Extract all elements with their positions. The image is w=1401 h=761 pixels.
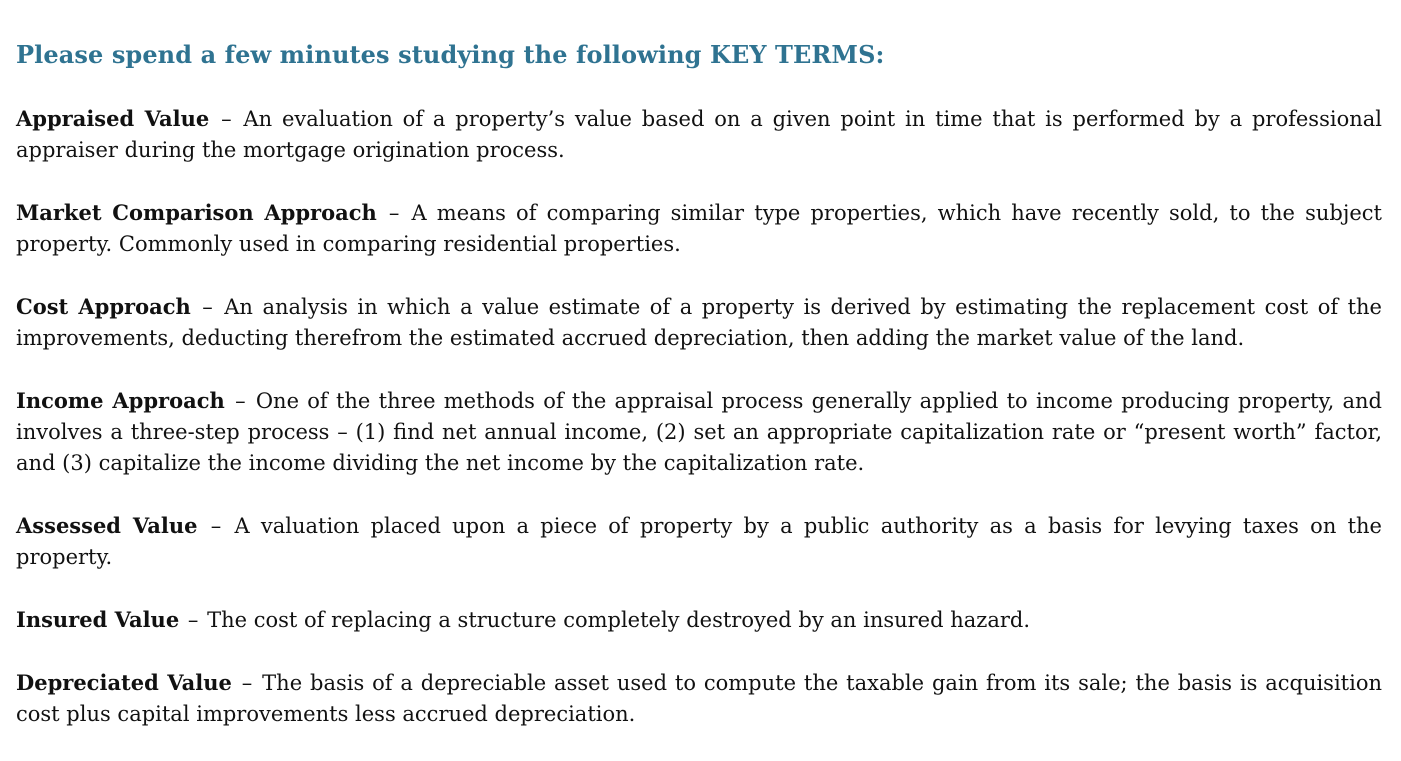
term-assessed-value — [16, 510, 1382, 573]
term-definition: The cost of replacing a structure completely destroyed by an insured hazard. — [207, 608, 1031, 632]
term-name: Insured Value — [16, 607, 180, 632]
term-definition: A valuation placed upon a piece of property by a public authority as a basis for levying taxes on the property. — [16, 514, 1382, 569]
term-definition: The basis of a depreciable asset used to compute the taxable gain from its sale; the basis is acquisition cost plus capital improvements less accrued depreciation. — [16, 671, 1383, 726]
term-dash: – — [388, 201, 400, 225]
term-appraised-value — [16, 103, 1382, 166]
term-definition: A means of comparing similar type properties, which have recently sold, to the subject property. Commonly used in comparing residential properties. — [16, 201, 1382, 256]
term-name: Assessed Value — [16, 513, 198, 538]
term-insured-value — [16, 604, 1382, 636]
document-page — [16, 38, 1382, 761]
term-dash: – — [235, 389, 246, 413]
term-dash: – — [221, 107, 232, 131]
term-cost-approach — [16, 291, 1382, 354]
term-dash: – — [187, 608, 199, 632]
term-dash: – — [210, 514, 222, 538]
term-name: Cost Approach — [16, 294, 191, 319]
term-name: Depreciated Value — [16, 670, 232, 695]
term-definition: An evaluation of a property’s value based on a given point in time that is performed by a professional appraiser during the mortgage origination process. — [16, 107, 1382, 162]
key-terms-list — [16, 103, 1382, 730]
term-depreciated-value — [16, 667, 1382, 730]
term-definition: An analysis in which a value estimate of a property is derived by estimating the replacement cost of the improvements, deducting therefrom the estimated accrued depreciation, then adding the market value of the land. — [16, 295, 1382, 350]
term-dash: – — [241, 671, 253, 695]
term-name: Income Approach — [16, 388, 225, 413]
term-name: Market Comparison Approach — [16, 200, 377, 225]
term-income-approach — [16, 385, 1382, 479]
term-name: Appraised Value — [16, 106, 210, 131]
term-definition: One of the three methods of the appraisal process generally applied to income producing property, and involves a three-step process – (1) find net annual income, (2) set an appropriate capitalization rate or “present worth” factor, and (3) capitalize the income dividing the net income by the capitalization rate. — [16, 389, 1383, 475]
page-heading: Please spend a few minutes studying the following KEY TERMS: — [16, 40, 885, 69]
term-dash: – — [202, 295, 213, 319]
term-market-comparison-approach — [16, 197, 1382, 260]
